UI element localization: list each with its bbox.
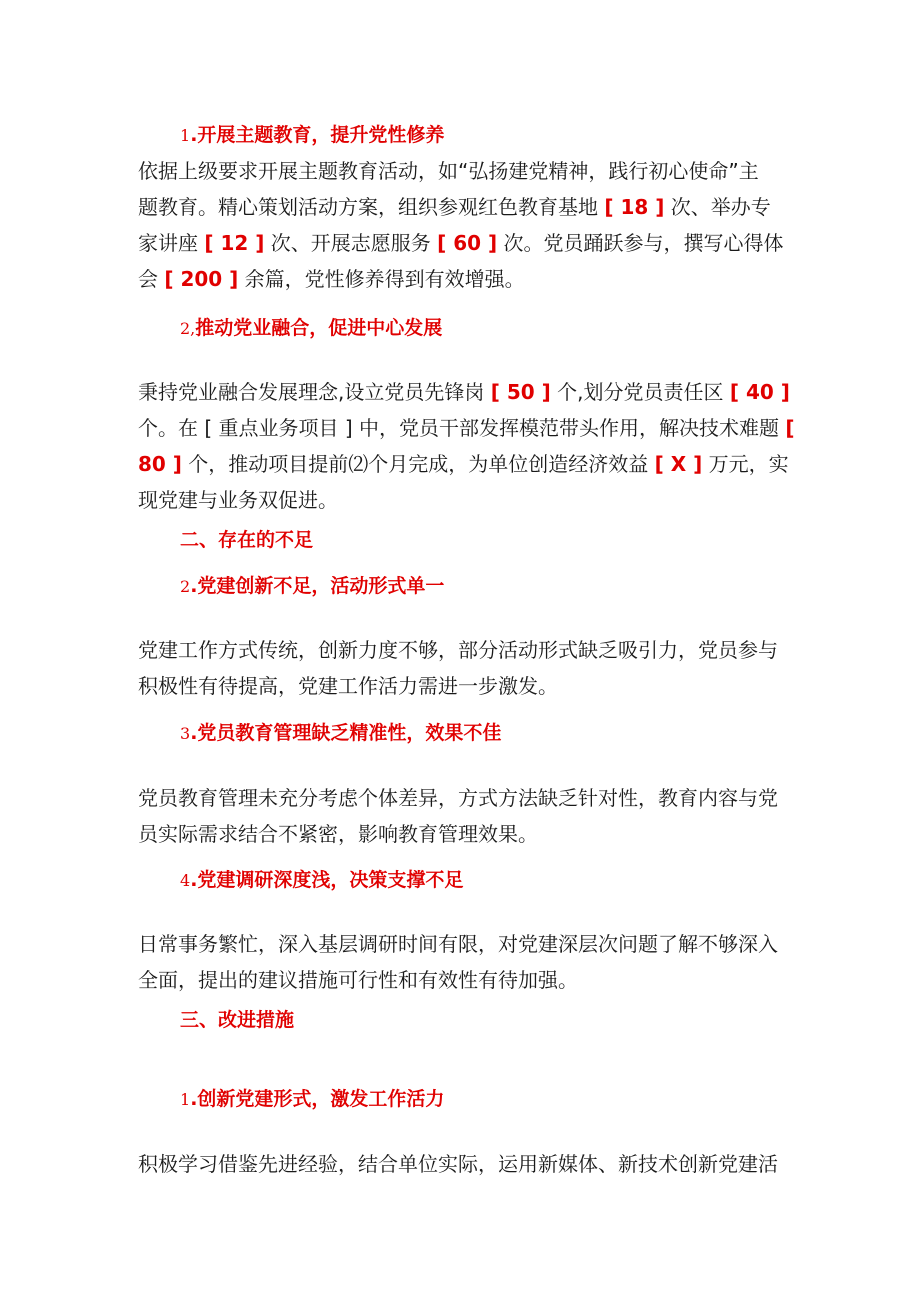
heading-number: 2, bbox=[180, 319, 196, 338]
paragraph-line bbox=[138, 668, 788, 704]
text-run: 日常事务繁忙，深入基层调研时间有限，对党建深层次问题了解不够深入 bbox=[138, 932, 778, 956]
text-run: 个，推动项目提前⑵个月完成，为单位创造经济效益 bbox=[181, 452, 655, 476]
paragraph-line bbox=[138, 962, 788, 998]
paragraph-line bbox=[138, 632, 788, 668]
text-run: 党建工作方式传统，创新力度不够，部分活动形式缺乏吸引力，党员参与 bbox=[138, 638, 778, 662]
text-run: 题教育。精心策划活动方案，组织参观红色教育基地 bbox=[138, 195, 605, 219]
placeholder-value: [ X ] bbox=[654, 452, 703, 476]
text-run: 党员教育管理未充分考虑个体差异，方式方法缺乏针对性，教育内容与党 bbox=[138, 786, 778, 810]
heading-text: .党建调研深度浅，决策支撑不足 bbox=[190, 869, 464, 891]
text-run: 个。在 [ 重点业务项目 ] 中，党员干部发挥模范带头作用，解决技术难题 bbox=[138, 416, 786, 440]
section-heading-4 bbox=[180, 720, 501, 747]
section-heading-2 bbox=[180, 315, 442, 342]
paragraph-1 bbox=[138, 153, 788, 297]
placeholder-value: [ 50 ] bbox=[490, 380, 551, 404]
text-run: 次、举办专 bbox=[664, 195, 771, 219]
text-run: 家讲座 bbox=[138, 231, 205, 255]
section-heading-6 bbox=[180, 1086, 444, 1113]
part-heading-shortcomings: 二、存在的不足 bbox=[180, 529, 314, 551]
paragraph-line bbox=[138, 410, 795, 446]
text-run: 余篇，党性修养得到有效增强。 bbox=[238, 267, 525, 291]
paragraph-line bbox=[138, 482, 788, 518]
paragraph-2 bbox=[138, 374, 795, 518]
heading-text: .党员教育管理缺乏精准性，效果不佳 bbox=[190, 722, 502, 744]
heading-number: 1 bbox=[180, 1090, 191, 1109]
paragraph-3 bbox=[138, 632, 788, 704]
paragraph-line bbox=[138, 926, 788, 962]
heading-text: .党建创新不足，活动形式单一 bbox=[190, 575, 445, 597]
paragraph-line bbox=[138, 816, 788, 852]
placeholder-value: 80 ] bbox=[138, 452, 182, 476]
paragraph-5 bbox=[138, 926, 788, 998]
placeholder-value: [ 18 ] bbox=[604, 195, 665, 219]
placeholder-value: [ 60 ] bbox=[437, 231, 498, 255]
placeholder-value: [ 12 ] bbox=[204, 231, 265, 255]
paragraph-line bbox=[138, 261, 788, 297]
heading-number: 3 bbox=[180, 724, 191, 743]
section-heading-1 bbox=[180, 122, 444, 149]
text-run: 次、开展志愿服务 bbox=[264, 231, 438, 255]
paragraph-line bbox=[138, 189, 788, 225]
paragraph-line bbox=[138, 153, 788, 189]
paragraph-6 bbox=[138, 1146, 788, 1182]
heading-text: .开展主题教育，提升党性修养 bbox=[190, 124, 445, 146]
heading-number: 1 bbox=[180, 126, 191, 145]
text-run: 依据上级要求开展主题教育活动，如“弘扬建党精神，践行初心使命”主 bbox=[138, 159, 759, 183]
text-run: 个,划分党员责任区 bbox=[550, 380, 730, 404]
placeholder-value: [ 40 ] bbox=[729, 380, 790, 404]
placeholder-value: [ 200 ] bbox=[164, 267, 239, 291]
heading-number: 2 bbox=[180, 577, 191, 596]
paragraph-line bbox=[138, 225, 788, 261]
text-run: 会 bbox=[138, 267, 165, 291]
paragraph-4 bbox=[138, 780, 788, 852]
text-run: 万元，实 bbox=[702, 452, 789, 476]
paragraph-line bbox=[138, 780, 788, 816]
text-run: 秉持党业融合发展理念,设立党员先锋岗 bbox=[138, 380, 491, 404]
section-heading-5 bbox=[180, 867, 463, 894]
paragraph-line bbox=[138, 374, 788, 410]
heading-text: 推动党业融合，促进中心发展 bbox=[195, 317, 443, 339]
placeholder-value: [ bbox=[785, 416, 795, 440]
text-run: 员实际需求结合不紧密，影响教育管理效果。 bbox=[138, 822, 538, 846]
text-run: 积极性有待提高，党建工作活力需进一步激发。 bbox=[138, 674, 558, 698]
part-heading-improvements: 三、改进措施 bbox=[180, 1009, 295, 1031]
paragraph-line bbox=[138, 446, 788, 482]
heading-text: .创新党建形式，激发工作活力 bbox=[190, 1088, 445, 1110]
text-run: 次。党员踊跃参与，撰写心得体 bbox=[497, 231, 784, 255]
text-run: 现党建与业务双促进。 bbox=[138, 488, 338, 512]
text-run: 全面，提出的建议措施可行性和有效性有待加强。 bbox=[138, 968, 578, 992]
text-run: 积极学习借鉴先进经验，结合单位实际，运用新媒体、新技术创新党建活 bbox=[138, 1152, 778, 1176]
section-heading-3 bbox=[180, 573, 444, 600]
paragraph-line bbox=[138, 1146, 788, 1182]
heading-number: 4 bbox=[180, 871, 191, 890]
